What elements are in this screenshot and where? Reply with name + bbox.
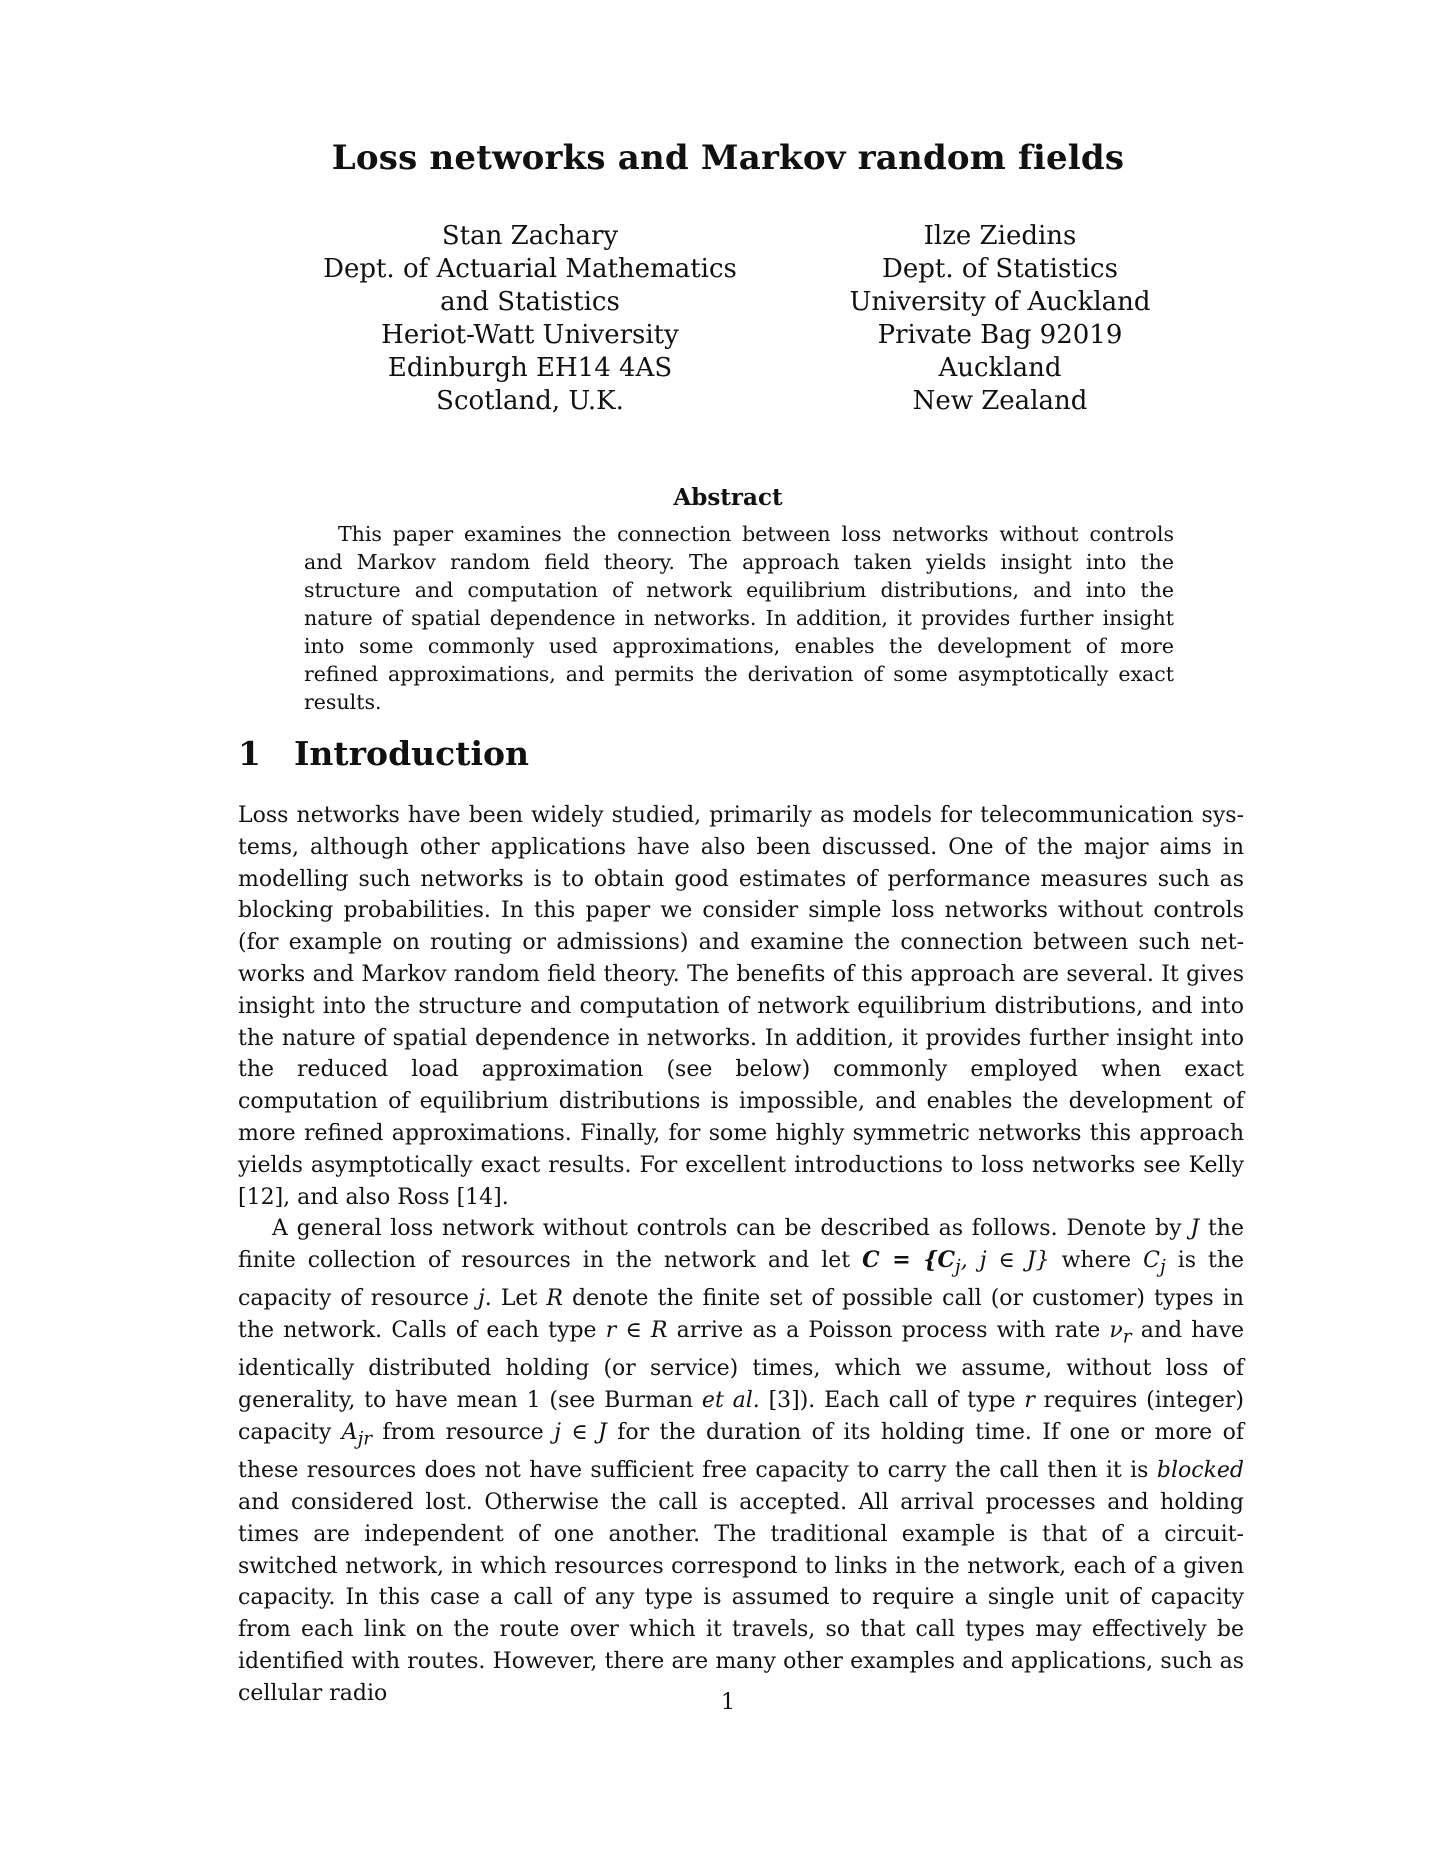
math-symbol: r [1024, 1388, 1035, 1414]
math-symbol: , j ∈ J} [960, 1248, 1050, 1274]
author-2 [720, 220, 1280, 418]
math-symbol: ν [1109, 1318, 1123, 1344]
affiliation-line: Dept. of Actuarial Mathematics [323, 254, 737, 284]
affiliation-line: New Zealand [912, 386, 1088, 416]
affiliation-line: Dept. of Statistics [882, 254, 1118, 284]
text-run: [3]). Each call of type [768, 1388, 1016, 1414]
emphasis: blocked [1156, 1458, 1245, 1484]
math-symbol: R [546, 1286, 563, 1312]
math-symbol: r ∈ R [605, 1318, 668, 1344]
affiliation-line: Edinburgh EH14 4AS [387, 353, 673, 383]
math-symbol: j [477, 1286, 485, 1312]
affiliation-line: Auckland [938, 353, 1062, 383]
math-symbol: J [1190, 1216, 1200, 1242]
math-symbol: C = {C [862, 1247, 956, 1274]
text-run: where [1061, 1248, 1132, 1274]
body-text [238, 800, 1244, 1709]
math-symbol: j ∈ J [554, 1419, 607, 1445]
math-symbol: C [1143, 1248, 1160, 1274]
affiliation-line: Scotland, U.K. [436, 386, 624, 416]
abstract-heading: Abstract [673, 484, 783, 511]
text-run: and considered lost. Otherwise the call is accepted. All arrival processes and holding times are independent of one another. The traditional example is that of a circuit-switched network, in which resources correspond to links in the network, each of a given capacity. In this case a call of any type is assumed to require a single unit of capacity from each link on the route over which it travels, so that call types may effectively be identified with routes. However, there are many other examples and applications, such as cellular radio [238, 1489, 1244, 1706]
citation-etal: et al. [701, 1388, 760, 1414]
text-run: the finite collection of resources in the network and let [238, 1216, 1244, 1274]
affiliation-line: and Statistics [440, 287, 620, 317]
author-name: Ilze Ziedins [923, 221, 1077, 251]
text-run: and have identically distributed holding (or service) times, which we assume, without loss of generality, to have mean 1 (see Burman [238, 1318, 1245, 1414]
affiliation-line: University of Auckland [849, 287, 1151, 317]
author-name: Stan Zachary [441, 221, 619, 251]
math-subscript: r [1122, 1326, 1132, 1348]
math-subscript: j [1160, 1256, 1166, 1278]
affiliation-line: Heriot-Watt University [381, 320, 679, 350]
abstract-text: This paper examines the connection between loss networks without controls and Markov random field theory. The approach taken yields insight into the structure and computation of network equilibrium distributions, and into the nature of spatial dependence in networks. In addition, it provides further insight into some commonly used approximations, enables the development of more refined approximations, and permits the derivation of some asymptotically exact results. [304, 522, 1174, 714]
section-title: Introduction [294, 734, 530, 773]
affiliation-line: Private Bag 92019 [877, 320, 1123, 350]
math-subscript: j [955, 1256, 961, 1278]
math-subscript: jr [357, 1428, 373, 1450]
paragraph-2 [238, 1213, 1244, 1709]
text-run: is the capacity of resource [238, 1248, 1245, 1312]
text-run: arrive as a Poisson process with rate [676, 1318, 1101, 1344]
text-run: for the duration of its holding time. If one or more of these resources does not have sufficient free capacity to carry the call then it is [238, 1419, 1244, 1484]
paper-title: Loss networks and Markov random fields [331, 138, 1125, 178]
math-symbol: A [341, 1419, 358, 1445]
section-number: 1 [238, 734, 261, 773]
text-run: . Let [484, 1286, 538, 1312]
text-run: from resource [382, 1419, 544, 1445]
page-number: 1 [721, 1690, 735, 1715]
text-run: A general loss network without controls can be described as follows. Denote by [272, 1216, 1182, 1242]
paragraph-1: Loss networks have been widely studied, primarily as models for telecommunication systems, although other applications have also been discussed. One of the major aims in modelling such networks is to obtain good estimates of performance measures such as blocking probabilities. In this paper we consider simple loss networks without controls (for example on routing or admissions) and examine the connection between such networks and Markov random field theory. The benefits of this approach are several. It gives insight into the structure and computation of network equilibrium distributions, and into the nature of spatial dependence in networks. In addition, it provides further insight into the reduced load approximation (see below) commonly employed when exact computation of equilibrium distributions is impossible, and enables the development of more refined approximations. Finally, for some highly symmetric networks this approach yields asymptotically exact results. For excellent introductions to loss networks see Kelly [12], and also Ross [14]. [238, 803, 1244, 1210]
section-heading [238, 734, 529, 773]
text-run: denote the finite set of possible call (or customer) types in the network. Calls of each type [238, 1286, 1244, 1344]
text-run: requires (integer) capacity [238, 1388, 1244, 1445]
